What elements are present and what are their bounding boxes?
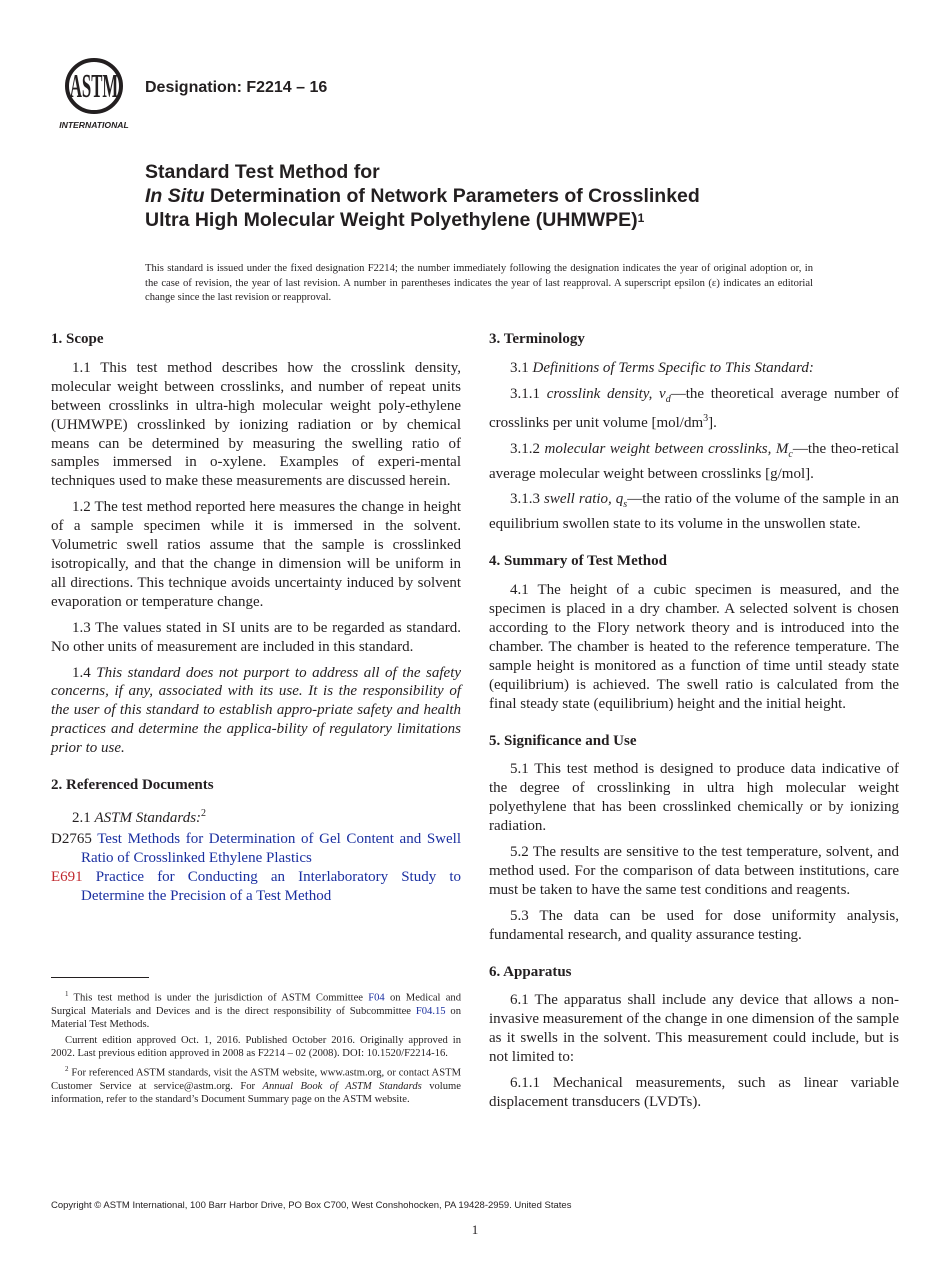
reference-link-e691[interactable]: Practice for Conducting an Interlaboratory Study to Determine the Precision of a Test Method <box>81 868 461 904</box>
footnote-ref-2: 2 <box>201 807 207 819</box>
definition-sub: c <box>788 448 793 460</box>
paragraph-2-1-text: ASTM Standards: <box>94 809 202 826</box>
paragraph-1-3: 1.3 The values stated in SI units are to be regarded as standard. No other units of measurement are included in this standard. <box>51 619 461 655</box>
paragraph-3-1-num: 3.1 <box>510 359 533 376</box>
footnote-edition: Current edition approved Oct. 1, 2016. Published October 2016. Originally approved in 2002. Last previous edition approved in 2008 as F2214 – 02 (2008). DOI: 10.1520/F2214-16. <box>51 1034 461 1060</box>
definition-text: —the theo-retical average molecular weight between crosslinks [g/mol]. <box>489 440 900 482</box>
copyright: Copyright © ASTM International, 100 Barr Harbor Drive, PO Box C700, West Conshohocken, PA 19428-2959. United States <box>51 1200 572 1211</box>
title-footnote-mark: 1 <box>637 211 645 225</box>
paragraph-5-2: 5.2 The results are sensitive to the test temperature, solvent, and method used. For the comparison of data between institutions, care must be taken to have the same test conditions and reagents. <box>489 844 899 898</box>
footnotes <box>51 988 461 1108</box>
paragraph-1-1: 1.1 This test method describes how the crosslink density, molecular weight between crosslinks, and number of repeat units between crosslinks in ultra-high molecular weight poly-ethylene (UHMWPE) crosslinked by ionizing radiation or by chemical means can be determined by measuring the swelling ratio of samples immersed in o-xylene. Examples of experi-mental techniques used to make these measurements are discussed herein. <box>51 359 461 490</box>
paragraph-6-1: 6.1 The apparatus shall include any device that allows a non-invasive measurement of the change in one dimension of the sample as it swells in the solvent. This measurement could include, but is not limited to: <box>489 992 899 1066</box>
reference-e691 <box>51 868 461 906</box>
right-column <box>489 330 899 1119</box>
footnote-text: For referenced ASTM standards, visit the ASTM website, www.astm.org, or contact ASTM Customer Service at service@astm.org. For <box>51 1067 461 1092</box>
page-number: 1 <box>471 1222 479 1237</box>
title-line-2-rest: Determination of Network Parameters of Crosslinked <box>204 185 700 207</box>
footnote-text: on Material Test Methods. <box>51 1005 461 1031</box>
definition-term: crosslink density, v <box>546 385 666 402</box>
reference-link-d2765[interactable]: Test Methods for Determination of Gel Content and Swell Ratio of Crosslinked Ethylene Plastics <box>81 830 461 866</box>
section-heading-scope: 1. Scope <box>51 331 104 347</box>
paragraph-5-1: 5.1 This test method is designed to produce data indicative of the degree of crosslinking in ultra high molecular weight polyethylene that has been crosslinked chemically or by ionizing radiation. <box>489 761 899 835</box>
subcommittee-link[interactable]: F04.15 <box>415 1005 446 1017</box>
definition-text: —the theoretical average number of crosslinks per unit volume [mol/dm <box>489 385 899 431</box>
definition-text: —the ratio of the volume of the sample in an equilibrium swollen state to its volume in the unswollen state. <box>489 491 900 533</box>
footnote-text: This test method is under the jurisdiction of ASTM Committee <box>68 992 369 1004</box>
designation: Designation: F2214 – 16 <box>145 79 328 96</box>
paragraph-1-4-text: This standard does not purport to address all of the safety concerns, if any, associated with its use. It is the responsibility of the user of this standard to establish appro-priate safety and health practices and determine the applica-bility of regulatory limitations prior to use. <box>51 664 462 757</box>
section-heading-terminology: 3. Terminology <box>489 331 585 347</box>
definition-sub: s <box>623 499 628 511</box>
logo-text-top: ASTM <box>69 66 119 105</box>
title-line-3 <box>145 208 845 232</box>
paragraph-4-1: 4.1 The height of a cubic specimen is measured, and the specimen is placed in a dry chamber. A selected solvent is chosen according to the Flory network theory and is introduced into the chamber. The chamber is heated to the reference temperature. The sample height is monitored as a function of time until steady state (equilibrium) is achieved. The swell ratio is calculated from the final steady state (equilibrium) height and the initial height. <box>489 582 899 712</box>
footnote-1 <box>51 988 461 1032</box>
reference-code-link[interactable]: E691 <box>51 868 83 885</box>
definition-num: 3.1.2 <box>510 440 545 457</box>
paragraph-2-1 <box>51 805 461 828</box>
reference-code: D2765 <box>51 830 92 847</box>
section-heading-significance: 5. Significance and Use <box>489 732 637 749</box>
definition-num: 3.1.1 <box>510 385 547 402</box>
footnote-mark: 2 <box>65 1064 69 1073</box>
document-title <box>145 160 845 232</box>
section-heading-referenced-documents: 2. Referenced Documents <box>51 777 214 794</box>
reference-d2765 <box>51 830 461 868</box>
definition-sub: d <box>665 393 671 405</box>
paragraph-2-1-num: 2.1 <box>72 809 95 826</box>
title-in-situ: In Situ <box>145 185 205 207</box>
paragraph-1-4 <box>51 664 461 759</box>
definition-crosslink-density <box>489 385 899 433</box>
paragraph-1-2: 1.2 The test method reported here measures the change in height of a sample specimen while it is immersed in the solvent. Volumetric swell ratios assume that the sample is crosslinked isotropically, and that the change in dimension will be uniform in all directions. This technique avoids uncertainty induced by solvent evaporation or temperature change. <box>51 499 461 610</box>
logo-text-bottom: INTERNATIONAL <box>59 120 129 130</box>
paragraph-1-4-num: 1.4 <box>72 664 97 681</box>
definition-term: swell ratio, q <box>544 491 624 508</box>
footnote-text: on Medical and Surgical Materials and Devices and is the direct responsibility of Subcommittee <box>51 992 462 1017</box>
definition-end: ]. <box>708 414 717 431</box>
section-heading-apparatus: 6. Apparatus <box>489 963 572 980</box>
definition-molecular-weight <box>489 440 899 484</box>
title-line-3-text: Ultra High Molecular Weight Polyethylene (UHMWPE) <box>145 209 638 231</box>
definition-sup: 3 <box>703 412 709 424</box>
footnote-2 <box>51 1063 461 1107</box>
footnote-italic: Annual Book of ASTM Standards <box>262 1080 422 1092</box>
astm-logo <box>52 58 136 132</box>
section-heading-summary: 4. Summary of Test Method <box>489 553 667 570</box>
definition-num: 3.1.3 <box>510 491 545 508</box>
title-line-2 <box>145 184 845 208</box>
title-line-1: Standard Test Method for <box>145 161 380 183</box>
definition-term: molecular weight between crosslinks, M <box>544 440 789 457</box>
paragraph-3-1 <box>489 359 899 378</box>
paragraph-3-1-text: Definitions of Terms Specific to This Standard: <box>532 359 814 376</box>
left-column <box>51 330 461 905</box>
paragraph-5-3: 5.3 The data can be used for dose uniformity analysis, fundamental research, and quality assurance testing. <box>489 907 899 943</box>
definition-swell-ratio <box>489 490 899 534</box>
issued-note: This standard is issued under the fixed designation F2214; the number immediately following the designation indicates the year of original adoption or, in the case of revision, the year of last revision. A number in parentheses indicates the year of last reapproval. A superscript epsilon (ε) indicates an editorial change since the last revision or reapproval. <box>145 263 813 304</box>
footnote-mark: 1 <box>65 990 69 998</box>
footnote-text: volume information, refer to the standard’s Document Summary page on the ASTM website. <box>51 1080 461 1105</box>
paragraph-6-1-1: 6.1.1 Mechanical measurements, such as linear variable displacement transducers (LVDTs). <box>489 1075 899 1110</box>
committee-link[interactable]: F04 <box>368 992 385 1004</box>
footnote-divider <box>51 977 149 978</box>
